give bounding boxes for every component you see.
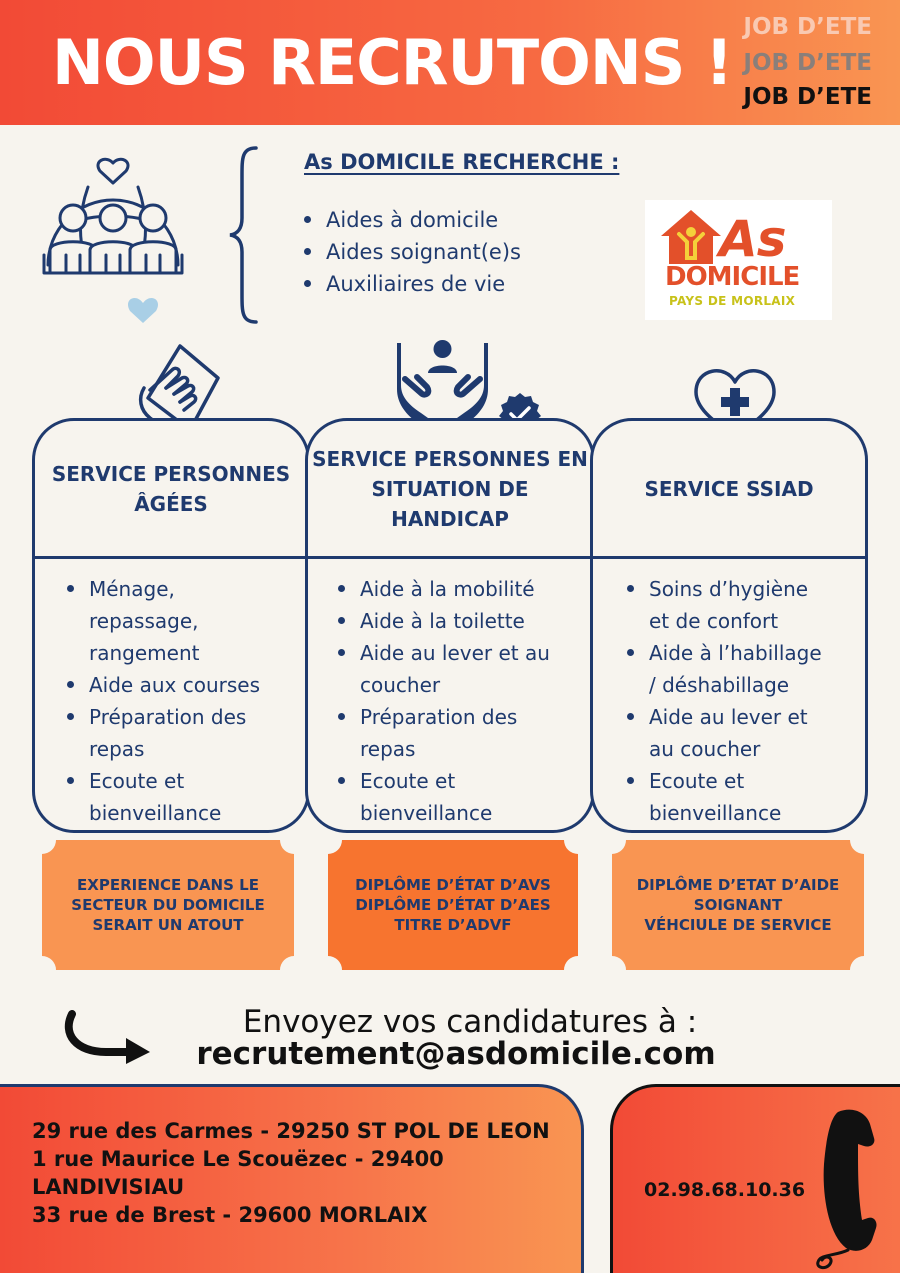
- requirement-line: VÉHCIULE DE SERVICE: [644, 916, 832, 934]
- send-label: Envoyez vos candidatures à :: [242, 1004, 698, 1040]
- address-list: [32, 1117, 552, 1229]
- service-title: SERVICE PERSONNES ÂGÉES: [51, 461, 291, 516]
- address-panel: [0, 1084, 584, 1273]
- list-item: Aides soignant(e)s: [300, 236, 521, 268]
- service-card-ssiad: [590, 418, 868, 833]
- list-item: Ecoute et bienveillance: [63, 765, 263, 829]
- email-link[interactable]: recrutement@asdomicile.com: [196, 1036, 716, 1072]
- list-item: Ecoute et bienveillance: [334, 765, 514, 829]
- requirement-line: SECTEUR DU DOMICILE: [71, 896, 265, 914]
- list-item: Auxiliaires de vie: [300, 268, 521, 300]
- service-title: SERVICE PERSONNES EN SITUATION DE HANDICAP: [312, 446, 588, 531]
- job-label-2: JOB D’ETE: [743, 50, 872, 76]
- list-item: Aide au lever et au coucher: [334, 637, 584, 701]
- list-item: Ménage, repassage, rangement: [63, 573, 223, 669]
- service-card-personnes-agees: [32, 418, 310, 833]
- service-list: [334, 573, 584, 829]
- requirement-line: DIPLÔME D’ETAT D’AIDE: [636, 876, 840, 894]
- phone-number[interactable]: 02.98.68.10.36: [644, 1179, 806, 1201]
- telephone-handset-icon: [808, 1104, 888, 1273]
- service-list: [623, 573, 853, 829]
- curly-brace: [228, 146, 264, 324]
- requirement-ticket-2: [328, 840, 578, 970]
- service-list: [63, 573, 293, 829]
- requirement-ticket-3: [612, 840, 864, 970]
- logo-pays: PAYS DE MORLAIX: [669, 294, 796, 308]
- address-line: 1 rue Maurice Le Scouëzec - 29400 LANDIVISIAU: [32, 1147, 444, 1199]
- list-item: Aide à l’habillage / déshabillage: [623, 637, 833, 701]
- list-item: Aides à domicile: [300, 204, 521, 236]
- logo-domicile: DOMICILE: [665, 262, 800, 292]
- as-domicile-logo: [645, 200, 832, 320]
- address-line: 29 rue des Carmes - 29250 ST POL DE LEON: [32, 1119, 550, 1143]
- requirement-line: EXPERIENCE DANS LE: [77, 876, 259, 894]
- list-item: Aide à la mobilité: [334, 573, 584, 605]
- list-item: Soins d’hygiène et de confort: [623, 573, 833, 637]
- service-title: SERVICE SSIAD: [644, 476, 814, 501]
- requirement-line: DIPLÔME D’ÉTAT D’AVS: [355, 876, 551, 894]
- service-card-handicap: [305, 418, 595, 833]
- job-label-1: JOB D’ETE: [743, 14, 872, 40]
- logo-as: As: [719, 210, 786, 268]
- team-globe-icon: [38, 155, 188, 330]
- house-person-icon: [659, 208, 723, 266]
- page-title: NOUS RECRUTONS !: [52, 26, 733, 99]
- list-item: Aide aux courses: [63, 669, 293, 701]
- requirement-line: DIPLÔME D’ÉTAT D’AES: [355, 896, 551, 914]
- recherche-list: [300, 204, 521, 300]
- list-item: Préparation des repas: [334, 701, 544, 765]
- header-banner: [0, 0, 900, 125]
- requirement-line: SOIGNANT: [693, 896, 783, 914]
- list-item: Préparation des repas: [63, 701, 293, 765]
- requirement-ticket-1: [42, 840, 294, 970]
- job-label-3: JOB D’ETE: [743, 84, 872, 110]
- requirement-line: TITRE D’ADVF: [394, 916, 512, 934]
- list-item: Aide à la toilette: [334, 605, 584, 637]
- address-line: 33 rue de Brest - 29600 MORLAIX: [32, 1203, 428, 1227]
- list-item: Ecoute et bienveillance: [623, 765, 803, 829]
- recherche-title: As DOMICILE RECHERCHE :: [304, 150, 620, 174]
- requirement-line: SERAIT UN ATOUT: [92, 916, 244, 934]
- list-item: Aide au lever et au coucher: [623, 701, 838, 765]
